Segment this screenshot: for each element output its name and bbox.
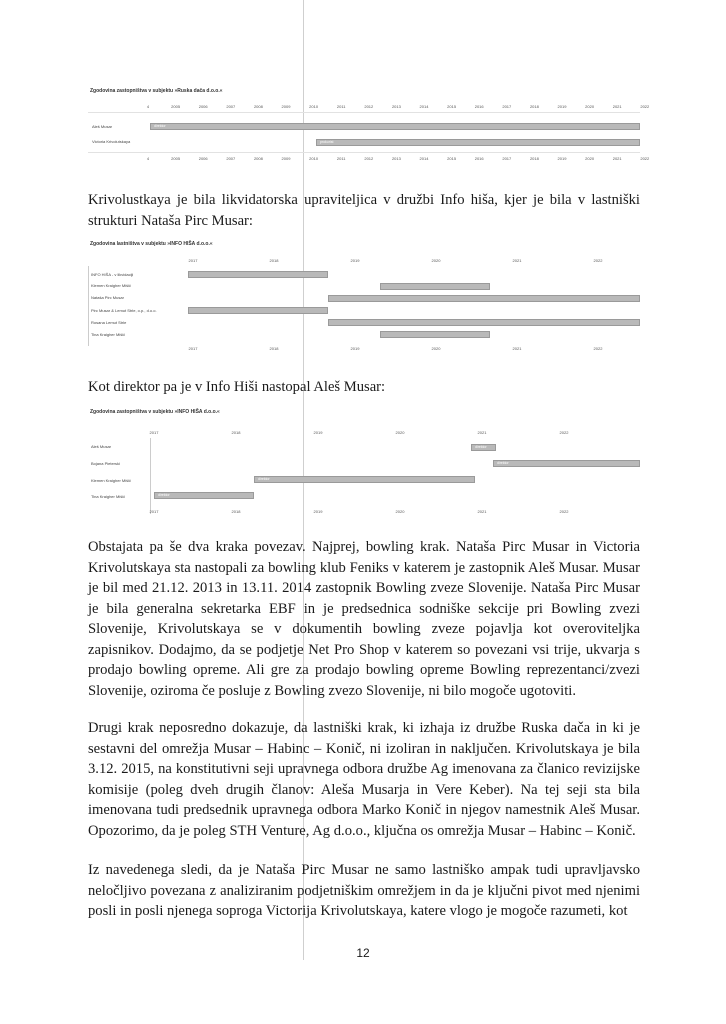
chart1-year-tick: 2021	[612, 104, 622, 109]
chart3-year-tick: 2021	[477, 430, 487, 435]
chart2-year-tick: 2019	[350, 346, 360, 351]
chart1-bar-ales-musar: direktor	[150, 123, 640, 130]
chart1-year-tick: 2012	[364, 104, 374, 109]
chart1-year-tick: 2009	[281, 156, 291, 161]
chart3-year-tick: 2017	[149, 430, 159, 435]
chart1-year-tick: 2021	[612, 156, 622, 161]
chart2-year-tick: 2017	[188, 258, 198, 263]
chart2-row-label: Rosana Lemut Strle	[91, 320, 127, 325]
chart2-timeline	[88, 258, 640, 358]
chart1-row-label: Aleš Musar	[92, 124, 113, 129]
chart3-bar-bojana: direktor	[493, 460, 640, 467]
chart1-year-tick: 2006	[198, 156, 208, 161]
chart1-year-tick: 2017	[502, 104, 512, 109]
chart2-title: Zgodovina lastništva v subjektu »INFO HIŠA d.o.o.«	[90, 241, 213, 247]
chart3-year-tick: 2019	[313, 509, 323, 514]
chart1-year-tick: 2011	[336, 104, 346, 109]
chart1-year-tick: 4	[146, 156, 150, 161]
page-number: 12	[356, 946, 370, 960]
chart1-year-tick: 2012	[364, 156, 374, 161]
chart3-year-tick: 2018	[231, 509, 241, 514]
chart1-year-tick: 2013	[391, 104, 401, 109]
chart3-row-label: Aleš Musar	[91, 444, 112, 449]
chart1-year-tick: 2006	[198, 104, 208, 109]
chart1-year-tick: 2011	[336, 156, 346, 161]
chart1-year-tick: 2022	[640, 156, 650, 161]
chart1-year-tick: 2014	[419, 156, 429, 161]
chart2-row-label: Nataša Pirc Musar	[91, 295, 124, 300]
chart1-top-rule	[88, 112, 640, 113]
chart1-year-tick: 2009	[281, 104, 291, 109]
chart1-year-tick: 2007	[226, 104, 236, 109]
chart2-year-tick: 2020	[431, 346, 441, 351]
chart1-year-tick: 2020	[585, 104, 595, 109]
chart2-row-label: Tina Kraigher Mišič	[91, 332, 126, 337]
chart1-year-tick: 2013	[391, 156, 401, 161]
chart3-year-tick: 2017	[149, 509, 159, 514]
chart2-bar-klemen	[380, 283, 490, 290]
chart3-timeline	[88, 430, 640, 520]
paragraph-2: Kot direktor pa je v Info Hiši nastopal Aleš Musar:	[88, 379, 386, 395]
chart2-year-tick: 2021	[512, 346, 522, 351]
chart1-year-tick: 2016	[474, 104, 484, 109]
chart3-title: Zgodovina zastopništva v subjektu »INFO HIŠA d.o.o.«	[90, 409, 220, 415]
chart1-year-tick: 2005	[171, 156, 181, 161]
chart2-left-border	[88, 266, 89, 346]
chart1-year-tick: 2019	[557, 104, 567, 109]
chart1-year-tick: 2010	[309, 156, 319, 161]
chart2-year-tick: 2018	[269, 346, 279, 351]
chart3-year-tick: 2022	[559, 430, 569, 435]
chart1-bar-victoria: prokurist	[316, 139, 640, 146]
chart1-year-tick: 2017	[502, 156, 512, 161]
chart3-left-border	[150, 438, 151, 514]
chart1-title: Zgodovina zastopništva v subjektu »Ruska dača d.o.o.«	[90, 88, 223, 94]
chart1-year-tick: 2014	[419, 104, 429, 109]
paragraph-4: Drugi krak neposredno dokazuje, da lastniški krak, ki izhaja iz družbe Ruska dača in ki je sestavni del omrežja Musar – Habinc – Konič, ni izoliran in naključen. Krivolutskaya je bila 3.12. 2015, na konstitutivni seji upravnega odbora družbe Ag imenovana za članico revizijske komisije (poleg dveh drugih članov: Aleša Musarja in Vere Keber). Na tej seji sta bila imenovana tudi predsednik upravnega odbora Marko Konič in njegov namestnik Aleš Musar. Opozorimo, da je poleg STH Venture, Ag d.o.o., ključna os omrežja Musar – Habinc – Konič.	[88, 720, 640, 839]
chart2-row-label: Klemen Kraigher Mišič	[91, 283, 132, 288]
chart2-year-tick: 2021	[512, 258, 522, 263]
chart2-years-bottom	[88, 346, 640, 352]
chart1-years-top	[88, 104, 650, 110]
chart1-year-tick: 2008	[253, 104, 263, 109]
chart1-year-tick: 2015	[447, 104, 457, 109]
chart1-year-tick: 2007	[226, 156, 236, 161]
chart1-year-tick: 2022	[640, 104, 650, 109]
chart3-years-bottom	[88, 509, 640, 515]
chart3-bar-ales: direktor	[471, 444, 496, 451]
chart2-bar-pml	[188, 307, 328, 314]
chart3-row-label: Klemen Kraigher Mišič	[91, 478, 132, 483]
chart3-bar-tina: direktor	[154, 492, 254, 499]
chart1-year-tick: 2008	[253, 156, 263, 161]
chart3-row-label: Tina Kraigher Mišič	[91, 494, 126, 499]
chart1-year-tick: 2019	[557, 156, 567, 161]
chart3-year-tick: 2021	[477, 509, 487, 514]
chart3-year-tick: 2020	[395, 509, 405, 514]
chart2-years-top	[88, 258, 640, 264]
chart1-timeline	[88, 104, 650, 166]
chart1-year-tick: 2020	[585, 156, 595, 161]
chart2-year-tick: 2022	[593, 258, 603, 263]
chart1-year-tick: 4	[146, 104, 150, 109]
chart1-year-tick: 2005	[171, 104, 181, 109]
chart2-year-tick: 2018	[269, 258, 279, 263]
chart2-year-tick: 2017	[188, 346, 198, 351]
chart2-year-tick: 2020	[431, 258, 441, 263]
chart3-years-top	[88, 430, 640, 436]
chart2-bar-info-hisa	[188, 271, 328, 278]
chart1-year-tick: 2018	[529, 104, 539, 109]
chart2-bar-natasa	[328, 295, 640, 302]
chart3-bar-klemen: direktor	[254, 476, 475, 483]
chart2-bar-rosana	[328, 319, 640, 326]
chart1-year-tick: 2010	[309, 104, 319, 109]
paragraph-1: Krivolustkaya je bila likvidatorska upraviteljica v družbi Info hiša, kjer je bila v lastniški strukturi Nataša Pirc Musar:	[88, 192, 640, 229]
chart2-bar-tina	[380, 331, 490, 338]
chart3-year-tick: 2019	[313, 430, 323, 435]
paragraph-3: Obstajata pa še dva kraka povezav. Najprej, bowling krak. Nataša Pirc Musar in Victoria Krivolutskaya sta nastopali za bowling klub Feniks v katerem je zastopnik Aleš Musar. Musar je bil med 21.12. 2013 in 13.11. 2014 zastopnik Bowling zveze Slovenije. Nataša Pirc Musar je bila generalna sekretarka EBF in je predsednica sodniške sekcije pri Bowling zvezi Slovenije, Krivolutskaya se v dokumentih bowling zveze pojavlja kot overoviteljka zapisnikov. Dodajmo, da se podjetje Net Pro Shop v katerem so povezani vsi trije, ukvarja s prodajo bowling opreme. Ali gre za prodajo bowling opreme Bowling reprezentanci/zvezi Slovenije, oziroma če posluje z Bowling zvezo Slovenije, ni bilo mogoče ugotoviti.	[88, 539, 640, 699]
chart1-bottom-rule	[88, 152, 640, 153]
chart2-year-tick: 2019	[350, 258, 360, 263]
chart3-year-tick: 2022	[559, 509, 569, 514]
paragraph-5: Iz navedenega sledi, da je Nataša Pirc Musar ne samo lastniško ampak tudi upravljavsko neločljivo povezana z analiziranim podjetniškim omrežjem in da je ključni pivot med njenimi posli in posli njenega soproga Victorija Krivolutskaya, katere vlogo je mogoče razumeti, kot	[88, 862, 640, 919]
chart1-year-tick: 2016	[474, 156, 484, 161]
chart2-row-label: INFO HIŠA - v likvidaciji	[91, 272, 134, 277]
chart1-row-label: Victoria Krivolutskaya	[92, 139, 131, 144]
chart1-year-tick: 2018	[529, 156, 539, 161]
chart3-row-label: Bojana Pieterski	[91, 461, 120, 466]
chart3-year-tick: 2020	[395, 430, 405, 435]
chart3-year-tick: 2018	[231, 430, 241, 435]
chart2-year-tick: 2022	[593, 346, 603, 351]
chart1-years-bottom	[88, 156, 650, 162]
chart2-row-label: Pirc Musar & Lemut Strle, o.p., d.o.o.	[91, 308, 157, 313]
chart1-year-tick: 2015	[447, 156, 457, 161]
